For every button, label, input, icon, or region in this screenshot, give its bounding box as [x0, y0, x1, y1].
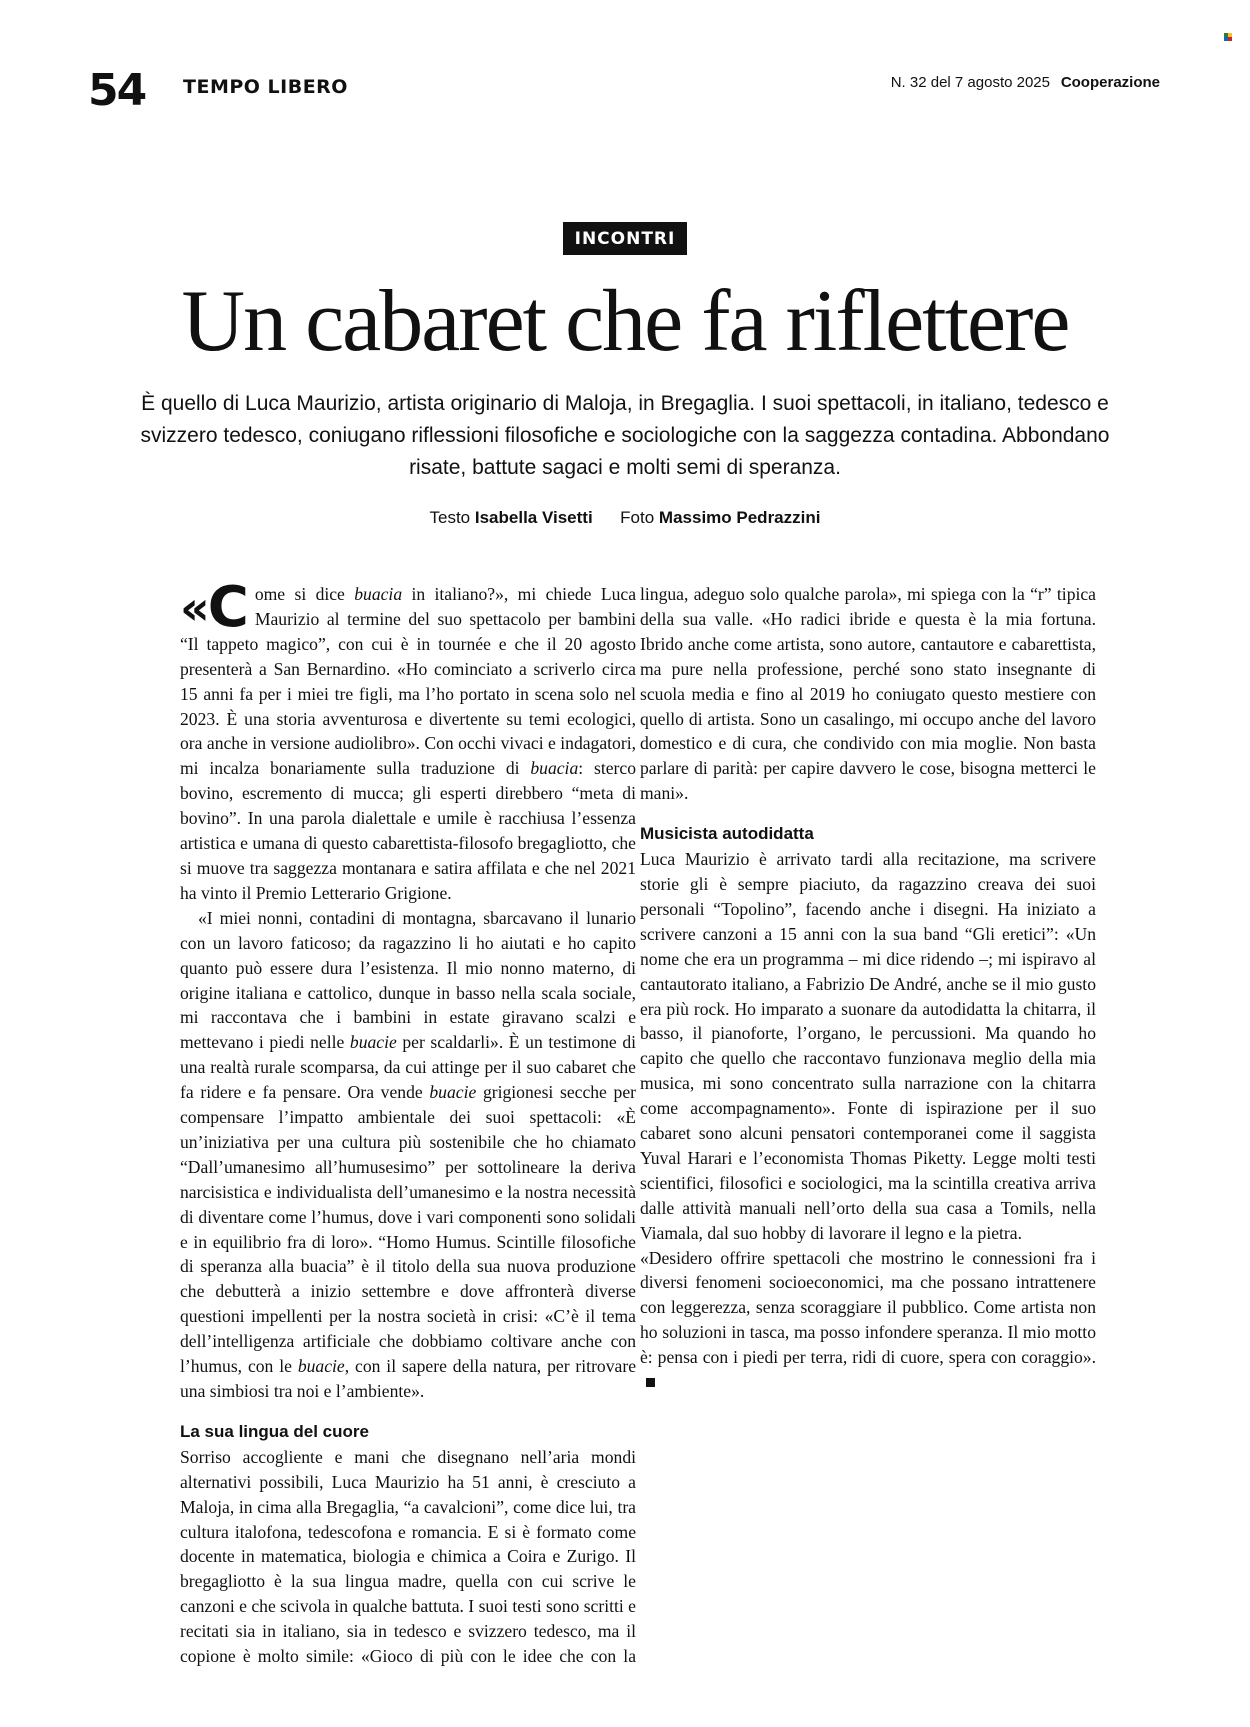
- text-run: grigionesi secche per compensare l’impatto ambientale dei suoi spettacoli: «È un’iniziativa per una cultura più sostenibile che ho chiamato “Dall’umanesimo all’humusesimo” per sottolineare la deriva narcisistica e individualista dell’umanesimo e la nostra necessità di diventare come l’humus, dove i vari componenti sono solidali e in equilibrio fra di loro». “Homo Humus. Scintille filosofiche di speranza alla buacia” è il titolo della sua nuova produzione che debutterà a inizio settembre e dove affronterà diverse questioni impellenti per la nostra società in crisi: «C’è il tema dell’intelligenza artificiale che dobbiamo coltivare anche con l’humus, con le: [180, 1082, 637, 1377]
- kicker-label: INCONTRI: [563, 222, 688, 255]
- byline-photo-label: Foto: [620, 508, 655, 527]
- page-number: 54: [88, 65, 146, 116]
- article-column-left: [180, 575, 637, 1669]
- article-column-right: [640, 582, 1096, 1395]
- article-standfirst: È quello di Luca Maurizio, artista originario di Maloja, in Bregaglia. I suoi spettacoli, in italiano, tedesco e svizzero tedesco, coniugano riflessioni filosofiche e sociologiche con la saggezza contadina. Abbondano risate, battute sagaci e molti semi di speranza.: [140, 392, 1110, 479]
- paragraph-4: Luca Maurizio è arrivato tardi alla recitazione, ma scrivere storie gli è sempre piaciuto, da ragazzino creava dei suoi personali “Topolino”, facendo anche i disegni. Ha iniziato a scrivere canzoni a 15 anni con la sua band “Gli eretici”: «Un nome che era un programma – mi dice ridendo –; mi ispiravo al cantautorato italiano, a Fabrizio De André, anche se il mio gusto era più rock. Ho imparato a suonare da autodidatta la chitarra, il basso, il pianoforte, l’organo, le percussioni. Ma quando ho capito che quello che raccontavo funzionava meglio della mia musica, mi sono concentrato sulla narrazione con la chitarra come accompagnamento». Fonte di ispirazione per il suo cabaret sono alcuni pensatori contemporanei come il saggista Yuval Harari e l’economista Thomas Piketty. Legge molti testi scientifici, filosofici e sociologici, ma la scintilla creativa arriva dalle attività manuali nell’orto della sua casa a Tomils, nella Viamala, dal suo hobby di lavorare il legno e la pietra.: [640, 849, 1096, 1243]
- section-name: TEMPO LIBERO: [183, 76, 348, 98]
- text-run: per scaldarli». È un testimone di una realtà rurale scomparsa, da cui attinge per il suo cabaret che fa ridere e fa pensare. Ora vende: [180, 1032, 636, 1103]
- text-run: : sterco bovino, escremento di mucca; gli esperti direbbero “meta di bovino”. In una parola dialettale e umile è racchiusa l’essenza artistica e umana di questo cabarettista-filosofo bregagliotto, che si muove tra saggezza montanara e satira affilata e che nel 2021 ha vinto il Premio Letterario Grigione.: [180, 758, 636, 903]
- italic-term: buacia: [354, 584, 403, 604]
- byline-photo-author: Massimo Pedrazzini: [658, 508, 821, 527]
- text-run: «I miei nonni, contadini di montagna, sbarcavano il lunario con un lavoro faticoso; da ragazzino li ho aiutati e ho capito quanto può essere dura l’esistenza. Il mio nonno materno, di origine italiana e cattolico, dunque in basso nella scala sociale, mi raccontava che i bambini in estate giravano scalzi e mettevano i piedi nelle: [180, 907, 636, 1053]
- italic-term: buacie: [429, 1082, 477, 1103]
- paragraph-1: [180, 575, 636, 906]
- end-of-article-mark: [646, 1378, 655, 1387]
- color-registration-mark: [1224, 33, 1232, 41]
- publication-name: Cooperazione: [1060, 74, 1160, 91]
- page-header: [88, 65, 1160, 118]
- paragraph-3: Sorriso accogliente e mani che disegnano nell’aria mondi alternativi possibili, Luca Maurizio ha 51 anni, è cresciuto a Maloja, in cima alla Bregaglia, “a cavalcioni”, come dice lui, tra cultura italofona, tedescofona e romancia. E si è formato come docente in matematica, biologia e chimica a Coira e Zurigo. Il bregagliotto è la sua lingua madre, quella con cui scrive le canzoni e che scivola in qualche battuta. I suoi testi sono scritti e recitati sia in italiano, sia in tedesco e svizzero tedesco, ma il copione è molto simile: «Gioco di più con le idee che con la: [180, 1446, 636, 1667]
- byline-text-author: Isabella Visetti: [474, 508, 593, 527]
- subheading-lingua-del-cuore: La sua lingua del cuore: [180, 1421, 369, 1441]
- italic-term: buacie: [349, 1032, 397, 1053]
- paragraph-5: [640, 1246, 1096, 1395]
- issue-date: N. 32 del 7 agosto 2025: [890, 74, 1050, 91]
- text-run: in italiano?», mi chiede Luca Maurizio al termine del suo spettacolo per bambini “Il tappeto magico”, con cui è in tournée e che il 20 agosto presenterà a San Bernardino. «Ho cominciato a scriverlo circa 15 anni fa per i miei tre figli, ma l’ho portato in scena solo nel 2023. È una storia avventurosa e divertente su temi ecologici, ora anche in versione audiolibro». Con occhi vivaci e indagatori, mi incalza bonariamente sulla traduzione di: [180, 584, 636, 779]
- drop-cap: C: [207, 575, 249, 640]
- opening-quote-mark: «: [180, 581, 206, 635]
- paragraph-2: [180, 906, 636, 1404]
- byline: [0, 508, 1250, 528]
- subheading-musicista-autodidatta: Musicista autodidatta: [640, 824, 814, 844]
- article-title: Un cabaret che fa riflettere: [181, 273, 1069, 370]
- text-run: «Desidero offrire spettacoli che mostrino le connessioni fra i diversi fenomeni socioeconomici, ma che possano intrattenere con leggerezza, senza scoraggiare il pubblico. Come artista non ho soluzioni in tasca, ma posso infondere speranza. Il mio motto è: pensa con i piedi per terra, ridi di cuore, spera con coraggio».: [640, 1247, 1096, 1368]
- byline-text-label: Testo: [429, 508, 471, 527]
- kicker-container: [0, 222, 1250, 255]
- text-run: , con il sapere della natura, per ritrovare una simbiosi tra noi e l’ambiente».: [180, 1356, 636, 1401]
- italic-term: buacie: [297, 1356, 345, 1377]
- italic-term: buacia: [530, 758, 579, 779]
- text-run: ome si dice: [254, 584, 355, 604]
- paragraph-3-continued: lingua, adeguo solo qualche parola», mi spiega con la “r” tipica della sua valle. «Ho radici ibride e questa è la mia fortuna. Ibrido anche come artista, sono autore, cantautore e cabarettista, ma pure nella professione, perché sono stato insegnante di scuola media e fino al 2019 ho coniugato questo mestiere con quello di artista. Sono un casalingo, mi occupo anche del lavoro domestico e di cura, che condivido con mia moglie. Non basta parlare di parità: per capire davvero le cose, bisogna metterci le mani».: [640, 584, 1096, 804]
